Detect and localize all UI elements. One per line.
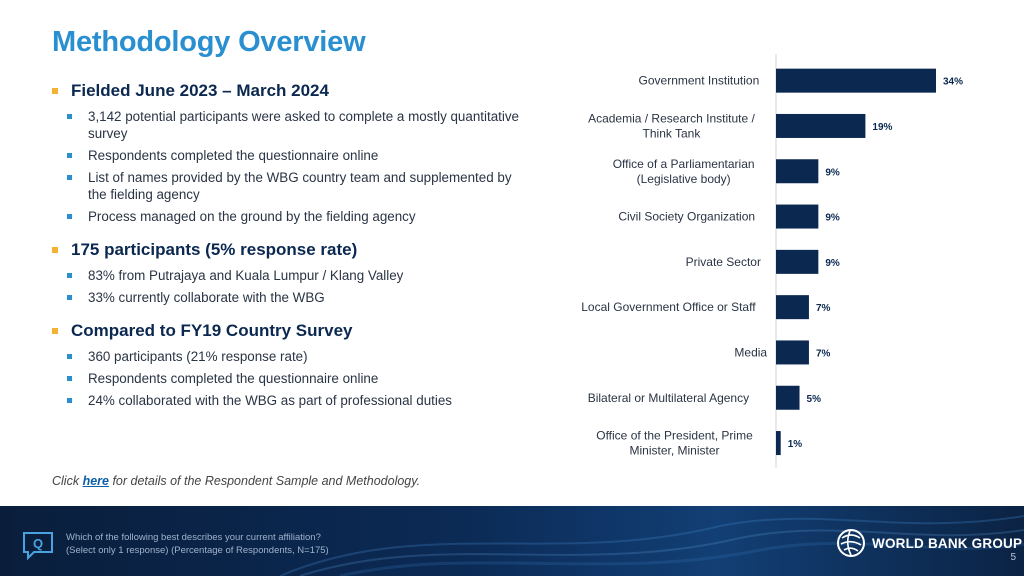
section-bullet (52, 88, 58, 94)
bar (776, 159, 818, 183)
category-label: Civil Society Organization (618, 209, 756, 224)
category-label: Office of a Parliamentarian (Legislative body) (612, 156, 755, 186)
data-label: 7% (815, 303, 831, 315)
category-label: Government Institution (638, 73, 760, 88)
data-label: 9% (825, 257, 840, 269)
data-label: 5% (806, 393, 821, 405)
list-item: Respondents completed the questionnaire online (67, 147, 522, 164)
list-item: Process managed on the ground by the fielding agency (67, 208, 522, 225)
svg-text:Q: Q (32, 536, 44, 551)
brand-name: WORLD BANK GROUP (872, 535, 1023, 551)
list-item: 33% currently collaborate with the WBG (67, 289, 522, 306)
section-participants (52, 239, 522, 306)
section-heading: Compared to FY19 Country Survey (71, 321, 353, 340)
bar (776, 386, 800, 410)
list-item: 360 participants (21% response rate) (67, 348, 522, 365)
list-item: 24% collaborated with the WBG as part of professional duties (67, 392, 522, 409)
category-label: Bilateral or Multilateral Agency (587, 390, 750, 405)
category-label: Local Government Office or Staff (581, 300, 756, 315)
methodology-content (52, 80, 522, 423)
data-label: 1% (787, 439, 803, 451)
list-item: 3,142 potential participants were asked to complete a mostly quantitative survey (67, 108, 522, 142)
bar (776, 69, 936, 93)
methodology-note: Click here for details of the Respondent Sample and Methodology. (52, 474, 421, 488)
data-label: 34% (943, 76, 964, 88)
section-heading: Fielded June 2023 – March 2024 (71, 81, 329, 100)
bar (776, 205, 818, 229)
page-title: Methodology Overview (52, 26, 366, 58)
section-bullet (52, 328, 58, 334)
category-label: Office of the President, Prime Minister, Minister (596, 428, 753, 458)
section-bullet (52, 247, 58, 253)
data-label: 9% (825, 212, 840, 224)
section-comparison (52, 320, 522, 409)
bar (776, 340, 809, 364)
page-number: 5 (1010, 552, 1016, 563)
question-icon (20, 530, 56, 560)
survey-question: Which of the following best describes your current affiliation? (Select only 1 response) (Percentage of Respondents, N=175) (66, 532, 329, 556)
globe-icon (836, 528, 866, 558)
section-fielded (52, 80, 522, 225)
list-item: 83% from Putrajaya and Kuala Lumpur / Klang Valley (67, 267, 522, 284)
data-label: 19% (872, 121, 893, 133)
wbg-logo (836, 528, 1022, 558)
category-label: Academia / Research Institute / Think Tank (588, 111, 755, 141)
list-item: List of names provided by the WBG country team and supplemented by the fielding agency (67, 169, 522, 203)
category-label: Media (734, 345, 768, 360)
list-item: Respondents completed the questionnaire online (67, 370, 522, 387)
bar (776, 114, 865, 138)
data-label: 9% (825, 167, 840, 179)
details-link[interactable]: here (82, 474, 109, 488)
data-label: 7% (815, 348, 831, 360)
affiliation-bar-chart (560, 52, 1020, 472)
bar (776, 431, 781, 455)
bar (776, 250, 818, 274)
category-label: Private Sector (685, 254, 761, 269)
section-heading: 175 participants (5% response rate) (71, 240, 358, 259)
bar (776, 295, 809, 319)
footer-bar (0, 506, 1024, 576)
